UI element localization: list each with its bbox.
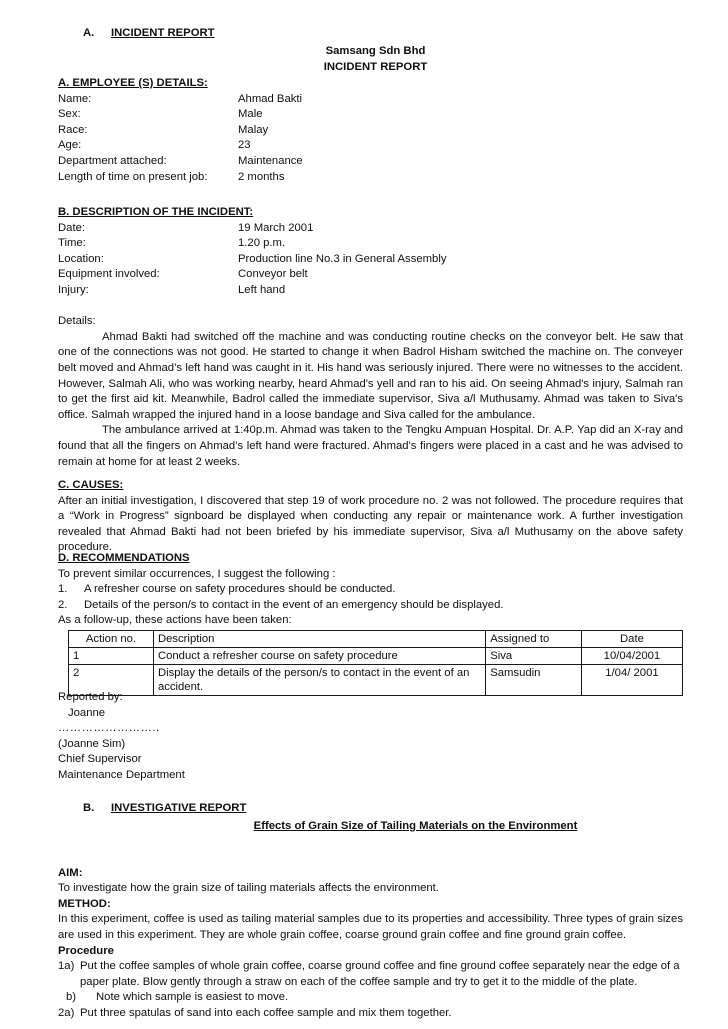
cell-action-no: 2 bbox=[69, 665, 154, 696]
recommendation-item bbox=[58, 582, 683, 598]
field-label-date: Date: bbox=[58, 221, 86, 234]
method-text: In this experiment, coffee is used as tailing material samples due to its properties and accessibility. Three types of grain sizes are used in this experiment. They are whole grain coffee, coarse ground grain coffee and fine ground grain coffee. bbox=[58, 913, 683, 941]
method-heading: METHOD: bbox=[58, 897, 111, 910]
field-value-location: Production line No.3 in General Assembly bbox=[238, 252, 447, 265]
cell-assigned-to: Samsudin bbox=[486, 665, 582, 696]
signer-name: (Joanne Sim) bbox=[58, 737, 126, 750]
field-value-race: Malay bbox=[238, 123, 269, 136]
field-label-sex: Sex: bbox=[58, 108, 81, 121]
field-label-injury: Injury: bbox=[58, 283, 89, 296]
causes-paragraph: After an initial investigation, I discovered that step 19 of work procedure no. 2 was not followed. The procedure requires that a “Work in Progress” signboard be displayed when conducting any repair or maintenance work. A further investigation revealed that Ahmad Bakti had not been briefed by his immediate supervisor, Siva a/l Muthusamy on the above safety procedure. bbox=[58, 494, 683, 554]
field-value-sex: Male bbox=[238, 108, 263, 121]
section-b-subtitle: Effects of Grain Size of Tailing Materials on the Environment bbox=[253, 819, 578, 832]
details-label: Details: bbox=[58, 315, 96, 328]
procedure-step-text: Put the coffee samples of whole grain coffee, coarse ground coffee and fine ground coffee separately near the edge of a paper plate. Blow gently through a straw on each of the coffee sample and try to get it to the middle of the plate. bbox=[80, 960, 680, 988]
table-header-row bbox=[69, 631, 683, 648]
incident-details-list bbox=[58, 221, 683, 299]
procedure-step bbox=[58, 990, 683, 1006]
recommendation-text: A refresher course on safety procedures should be conducted. bbox=[84, 583, 396, 596]
details-paragraph-1: Ahmad Bakti had switched off the machine and was conducting routine checks on the conveyor belt. He saw that one of the connections was not good. He started to change it when Badrol Hisham switched the machine on. The conveyer belt moved and Ahmad’s left hand was caught in it. His hand was seriously injured. There were no witnesses to the accident. However, Salmah Ali, who was working nearby, heard Ahmad's yell and ran to his aid. On seeing Ahmad's injury, Salmah ran to get the first aid kit. Meanwhile, Badrol called the immediate supervisor, Siva a/l Muthusamy. Ahmad was taken to Siva's office. Salmah wrapped the injured hand in a loose bandage and Siva called for the ambulance. bbox=[58, 330, 683, 421]
field-label-age: Age: bbox=[58, 139, 82, 152]
signature-text: Joanne bbox=[68, 706, 106, 719]
signer-title: Chief Supervisor bbox=[58, 753, 142, 766]
section-a-heading bbox=[58, 26, 683, 42]
recommendation-number: 2. bbox=[58, 598, 68, 611]
causes-section bbox=[58, 478, 683, 556]
actions-table-wrapper bbox=[58, 630, 683, 696]
field-label-equipment: Equipment involved: bbox=[58, 268, 160, 281]
procedure-heading: Procedure bbox=[58, 944, 114, 957]
incident-description-heading: B. DESCRIPTION OF THE INCIDENT: bbox=[58, 206, 254, 218]
recommendations-heading: D. RECOMMENDATIONS bbox=[58, 552, 190, 564]
recommendation-number: 1. bbox=[58, 583, 68, 596]
table-header-action-no: Action no. bbox=[69, 631, 154, 648]
field-label-department: Department attached: bbox=[58, 154, 167, 167]
table-header-description: Description bbox=[153, 631, 485, 648]
reported-by-label: Reported by: bbox=[58, 691, 123, 703]
procedure-step-number: b) bbox=[66, 991, 77, 1004]
cell-description: Conduct a refresher course on safety procedure bbox=[153, 648, 485, 665]
employee-details-heading: A. EMPLOYEE (S) DETAILS: bbox=[58, 77, 208, 89]
employee-details-list bbox=[58, 92, 683, 186]
cell-description: Display the details of the person/s to contact in the event of an accident. bbox=[153, 665, 485, 696]
procedure-step-number: 1a) bbox=[58, 960, 75, 973]
incident-description-section bbox=[58, 205, 683, 470]
procedure-step bbox=[58, 1006, 683, 1022]
procedure-step bbox=[58, 959, 683, 990]
aim-heading: AIM: bbox=[58, 866, 83, 879]
field-label-name: Name: bbox=[58, 92, 92, 105]
investigative-body bbox=[58, 850, 683, 1022]
actions-table bbox=[68, 630, 683, 696]
recommendations-intro: To prevent similar occurrences, I suggest the following : bbox=[58, 567, 336, 580]
field-label-time: Time: bbox=[58, 237, 86, 250]
company-name: Samsang Sdn Bhd bbox=[325, 45, 426, 57]
table-row bbox=[69, 648, 683, 665]
field-label-length-of-time: Length of time on present job: bbox=[58, 170, 208, 183]
section-a-letter: A. bbox=[83, 27, 95, 39]
field-value-age: 23 bbox=[238, 139, 251, 152]
cell-date: 10/04/2001 bbox=[581, 648, 682, 665]
recommendation-text: Details of the person/s to contact in the event of an emergency should be displayed. bbox=[84, 598, 504, 611]
field-value-time: 1.20 p.m. bbox=[238, 237, 286, 250]
section-b-heading bbox=[58, 801, 683, 834]
aim-text: To investigate how the grain size of tailing materials affects the environment. bbox=[58, 882, 439, 895]
section-b-letter: B. bbox=[83, 802, 95, 814]
company-header-block bbox=[58, 44, 693, 75]
field-value-department: Maintenance bbox=[238, 154, 303, 167]
section-b-title: INVESTIGATIVE REPORT bbox=[111, 802, 247, 814]
cell-date: 1/04/ 2001 bbox=[581, 665, 682, 696]
field-label-location: Location: bbox=[58, 252, 104, 265]
signature-block bbox=[58, 690, 683, 784]
field-value-name: Ahmad Bakti bbox=[238, 92, 303, 105]
table-header-assigned-to: Assigned to bbox=[486, 631, 582, 648]
details-paragraph-2: The ambulance arrived at 1:40p.m. Ahmad was taken to the Tengku Ampuan Hospital. Dr. A.P. Yap did an X-ray and found that all the fingers on Ahmad’s left hand were fractured. Ahmad's fingers were placed in a cast and he was advised to remain at home for at least 2 weeks. bbox=[58, 424, 683, 468]
procedure-step-text: Put three spatulas of sand into each coffee sample and mix them together. bbox=[80, 1006, 452, 1019]
followup-intro: As a follow-up, these actions have been taken: bbox=[58, 614, 292, 627]
signer-department: Maintenance Department bbox=[58, 768, 185, 781]
causes-heading: C. CAUSES: bbox=[58, 479, 124, 491]
document-title: INCIDENT REPORT bbox=[323, 60, 428, 73]
procedure-step-text: Note which sample is easiest to move. bbox=[96, 991, 289, 1004]
recommendation-item bbox=[58, 598, 683, 614]
field-value-length-of-time: 2 months bbox=[238, 170, 285, 183]
cell-assigned-to: Siva bbox=[486, 648, 582, 665]
table-header-date: Date bbox=[581, 631, 682, 648]
section-a-title: INCIDENT REPORT bbox=[111, 27, 215, 39]
field-value-injury: Left hand bbox=[238, 283, 286, 296]
field-label-race: Race: bbox=[58, 123, 88, 136]
field-value-equipment: Conveyor belt bbox=[238, 268, 308, 281]
procedure-step-number: 2a) bbox=[58, 1006, 75, 1019]
signature-dotted-line: …………………….. bbox=[58, 722, 160, 735]
recommendations-section bbox=[58, 551, 683, 629]
employee-details-section bbox=[58, 76, 683, 185]
field-value-date: 19 March 2001 bbox=[238, 221, 314, 234]
cell-action-no: 1 bbox=[69, 648, 154, 665]
